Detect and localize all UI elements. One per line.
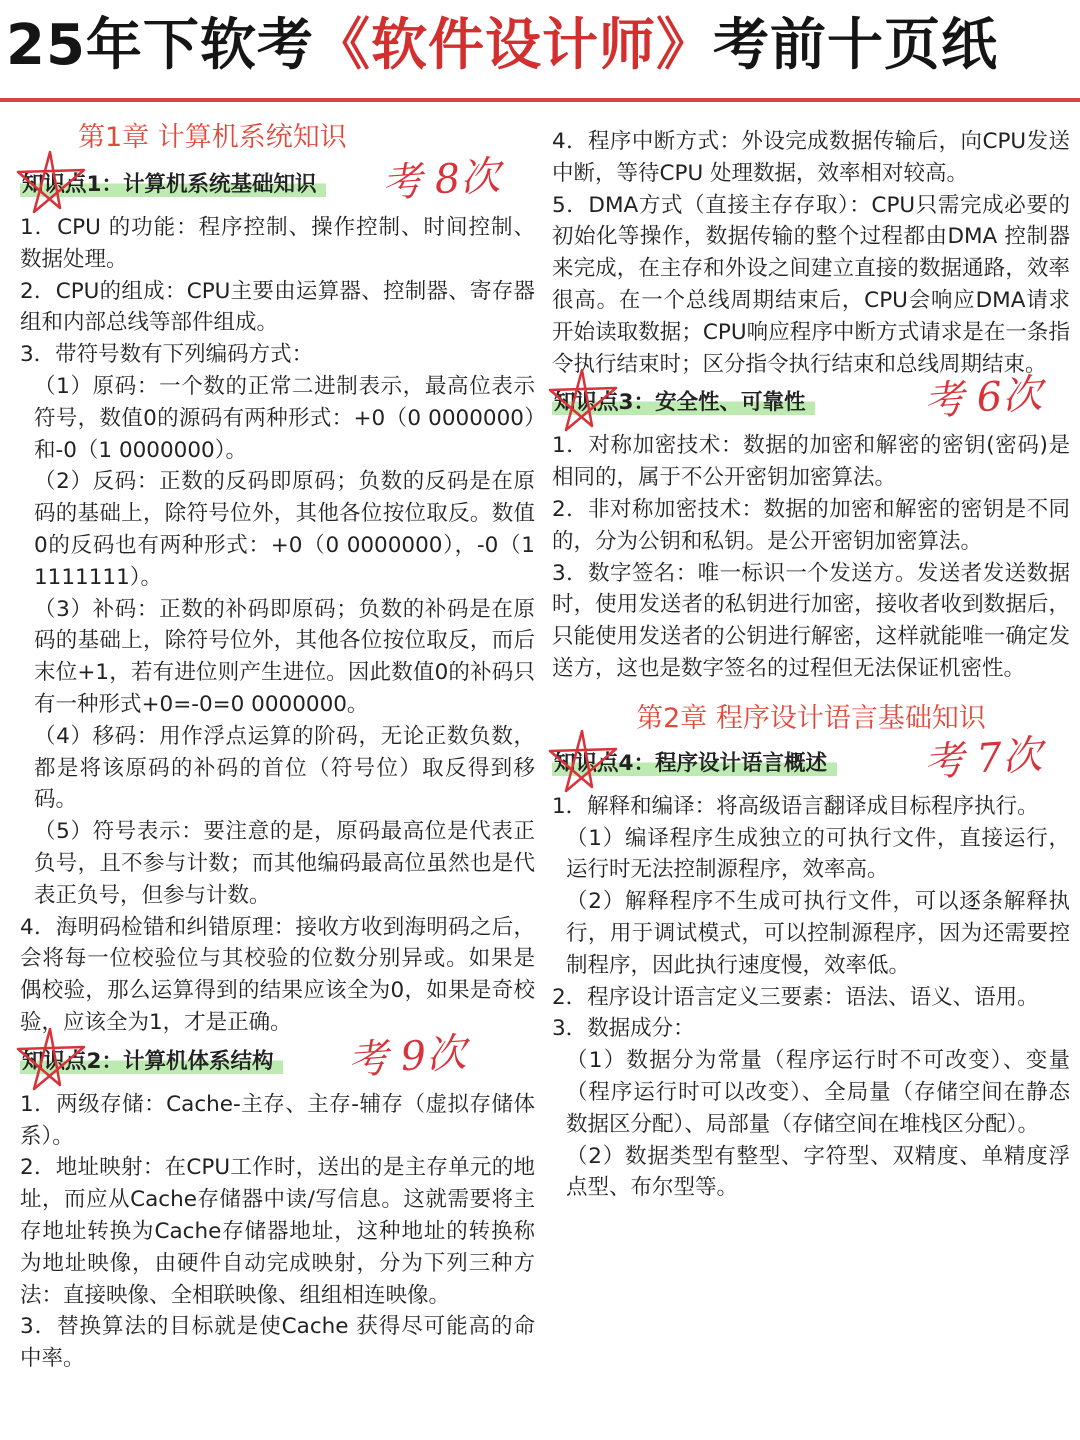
list-item: 3．数据成分： [552, 1016, 695, 1042]
knowledge-point-1-header [20, 152, 535, 208]
chapter-2-heading: 第2章 程序设计语言基础知识 [636, 702, 986, 734]
knowledge-point-2-label: 知识点2：计算机体系结构 [20, 1047, 283, 1077]
chapter-1-heading: 第1章 计算机系统知识 [78, 122, 347, 153]
title-accent: 《软件设计师》 [313, 13, 713, 78]
list-item: 3．替换算法的目标就是使Cache 获得尽可能高的命中率。 [20, 1314, 535, 1372]
list-item: 2．地址映射：在CPU工作时，送出的是主存单元的地址，而应从Cache存储器中读/写信息。这就需要将主存地址转换为Cache存储器地址，这种地址的转换称为地址映像，由硬件自动完成映射，分为下列三种方法：直接映像、全相联映像、组组相连映像。 [20, 1155, 535, 1308]
list-item: （1）原码：一个数的正常二进制表示，最高位表示符号，数值0的源码有两种形式：+0（0 0000000）和-0（1 0000000）。 [34, 373, 535, 463]
knowledge-point-3-header [552, 371, 1070, 426]
star-icon [10, 1025, 90, 1095]
page-title [6, 6, 998, 86]
list-item: （4）移码：用作浮点运算的阶码，无论正数负数，都是将该原码的补码的首位（符号位）取反得到移码。 [34, 723, 535, 813]
list-item: （5）符号表示：要注意的是，原码最高位是代表正负号，且不参与计数；而其他编码最高位虽然也是代表正负号，但参与计数。 [34, 819, 535, 908]
list-item: 2．程序设计语言定义三要素：语法、语义、语用。 [552, 984, 1039, 1010]
list-item: 3．数字签名：唯一标识一个发送方。发送者发送数据时，使用发送者的私钥进行加密，接收者收到数据后，只能使用发送者的公钥进行解密，这样就能唯一确定发送方，这也是数字签名的过程但无法保证机密性。 [552, 560, 1070, 681]
list-item: 1．两级存储：Cache-主存、主存-辅存（虚拟存储体系）。 [20, 1091, 535, 1149]
exam-count-note: 考 7次 [922, 731, 1044, 786]
star-icon [542, 366, 622, 436]
exam-count-note: 考 9次 [346, 1029, 468, 1084]
knowledge-point-2-header [20, 1029, 535, 1085]
list-item: 3．带符号数有下列编码方式： [20, 342, 314, 368]
list-item: （2）反码：正数的反码即原码；负数的反码是在原码的基础上，除符号位外，其他各位按位取反。数值0的反码也有两种形式：+0（0 0000000），-0（1 1111111）。 [34, 469, 535, 590]
exam-count-note: 考 6次 [922, 371, 1044, 426]
star-icon [10, 148, 90, 218]
knowledge-point-4-header [552, 731, 1070, 787]
list-item: 2．非对称加密技术：数据的加密和解密的密钥是不同的，分为公钥和私钥。是公开密钥加密算法。 [552, 496, 1070, 554]
title-suffix: 考前十页纸 [712, 13, 998, 78]
page-header [0, 0, 1080, 100]
list-item: 5．DMA方式（直接主存存取）：CPU只需完成必要的初始化等操作，数据传输的整个过程都由DMA 控制器来完成，在主存和外设之间建立直接的数据通路，效率很高。在一个总线周期结束后，CPU会响应DMA请求开始读取数据；CPU响应程序中断方式请求是在一条指令执行结束时；区分指令执行结束和总线周期结束。 [552, 192, 1070, 377]
list-item: （3）补码：正数的补码即原码；负数的补码是在原码的基础上，除符号位外，其他各位按位取反，而后末位+1，若有进位则产生进位。因此数值0的补码只有一种形式+0=-0=0 0000000。 [34, 596, 535, 717]
list-item: （1）数据分为常量（程序运行时不可改变）、变量（程序运行时可以改变）、全局量（存储空间在静态数据区分配）、局部量（存储空间在堆栈区分配）。 [566, 1048, 1070, 1137]
list-item: 4．程序中断方式：外设完成数据传输后，向CPU发送中断，等待CPU 处理数据，效率相对较高。 [552, 129, 1070, 186]
list-item: 2．CPU的组成：CPU主要由运算器、控制器、寄存器组和内部总线等部件组成。 [20, 278, 535, 336]
exam-count-note: 考 8次 [380, 152, 502, 208]
list-item: 1．CPU 的功能：程序控制、操作控制、时间控制、数据处理。 [20, 215, 535, 272]
list-item: 1．对称加密技术：数据的加密和解密的密钥(密码)是相同的，属于不公开密钥加密算法。 [552, 433, 1070, 491]
knowledge-point-1-label: 知识点1：计算机系统基础知识 [20, 170, 326, 200]
list-item: （2）数据类型有整型、字符型、双精度、单精度浮点型、布尔型等。 [566, 1143, 1070, 1201]
list-item: （2）解释程序不生成可执行文件，可以逐条解释执行，用于调试模式，可以控制源程序，因为还需要控制程序，因此执行速度慢，效率低。 [566, 889, 1070, 978]
list-item: （1）编译程序生成独立的可执行文件，直接运行，运行时无法控制源程序，效率高。 [566, 825, 1070, 883]
left-column [20, 118, 535, 1375]
knowledge-point-4-label: 知识点4：程序设计语言概述 [552, 749, 837, 779]
list-item: 4．海明码检错和纠错原理：接收方收到海明码之后，会将每一位校验位与其校验的位数分别异或。如果是偶校验，那么运算得到的结果应该全为0，如果是奇校验，应该全为1，才是正确。 [20, 914, 535, 1035]
star-icon [542, 727, 622, 797]
right-column [552, 126, 1070, 1204]
knowledge-point-3-label: 知识点3：安全性、可靠性 [552, 388, 815, 418]
title-divider [0, 98, 1080, 102]
list-item: 1．解释和编译：将高级语言翻译成目标程序执行。 [552, 793, 1039, 819]
title-prefix: 25年下软考 [6, 13, 314, 78]
